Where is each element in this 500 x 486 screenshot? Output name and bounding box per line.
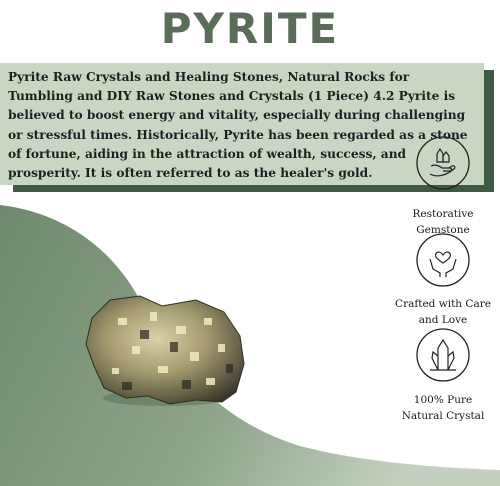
- feature-label-restorative: Restorative Gemstone: [412, 208, 474, 236]
- feature-label-pure: 100% Pure Natural Crystal: [401, 394, 485, 422]
- page-title: PYRITE: [160, 4, 340, 53]
- description-text: Pyrite Raw Crystals and Healing Stones, Natural Rocks for Tumbling and DIY Raw Stones and Crystals (1 Piece) 4.2 Pyrite is believed to boost energy and vitality, especially during challenging or stressful times. Historically, Pyrite has been regarded as a stone of fortune, aiding in the attraction of wealth, success, and prosperity. It is often referred to as the healer's gold.: [8, 70, 468, 181]
- crystal-hand-icon: [416, 136, 470, 190]
- crystal-cluster-icon: [416, 328, 470, 382]
- feature-label-crafted: Crafted with Care and Love: [395, 298, 491, 326]
- heart-hands-icon: [416, 233, 470, 287]
